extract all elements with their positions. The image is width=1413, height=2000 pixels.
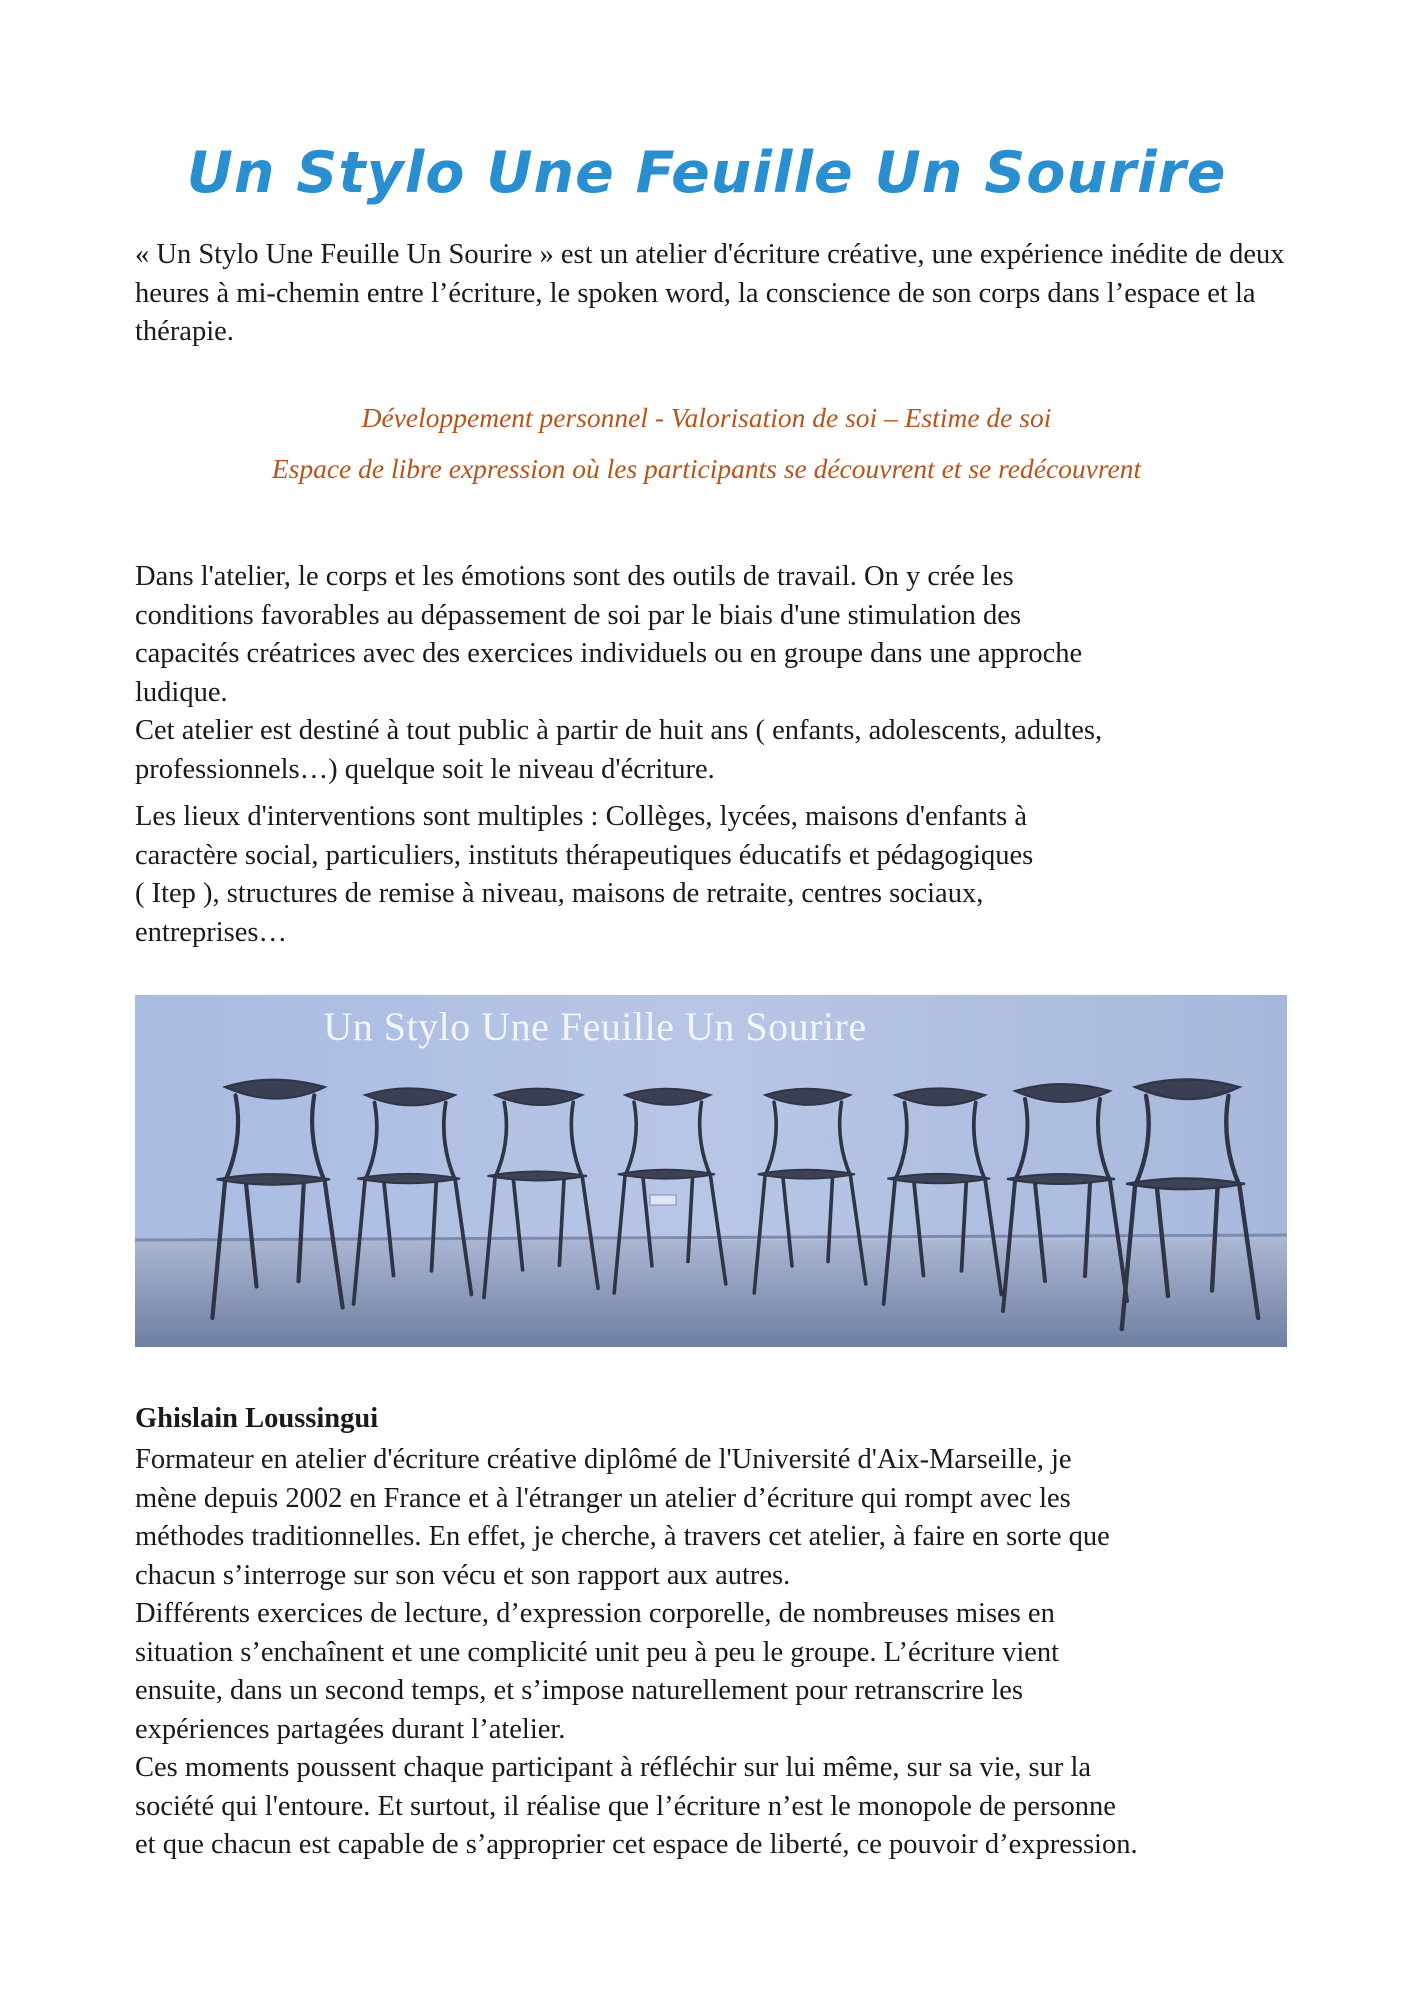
tagline-1: Développement personnel - Valorisation de soi – Estime de soi xyxy=(361,402,1052,433)
text-line: ludique. xyxy=(135,676,228,708)
author-bio xyxy=(135,1441,1300,1865)
text-line: mène depuis 2002 en France et à l'étranger un atelier d’écriture qui rompt avec les xyxy=(135,1482,1071,1514)
text-line: Dans l'atelier, le corps et les émotions sont des outils de travail. On y crée les xyxy=(135,561,1014,592)
text-line: situation s’enchaînent et une complicité unit peu à peu le groupe. L’écriture vient xyxy=(135,1636,1060,1668)
locations-paragraph xyxy=(135,798,1300,952)
document-title: Un Stylo Une Feuille Un Sourire xyxy=(186,140,1227,206)
text-line: et que chacun est capable de s’approprier cet espace de liberté, ce pouvoir d’expression. xyxy=(135,1829,1138,1860)
text-line: conditions favorables au dépassement de soi par le biais d'une stimulation des xyxy=(135,599,1022,631)
text-line: méthodes traditionnelles. En effet, je cherche, à travers cet atelier, à faire en sorte que xyxy=(135,1521,1110,1552)
text-line: Différents exercices de lecture, d’expression corporelle, de nombreuses mises en xyxy=(135,1598,1055,1629)
author-name: Ghislain Loussingui xyxy=(135,1403,379,1434)
text-line: capacités créatrices avec des exercices individuels ou en groupe dans une approche xyxy=(135,638,1083,669)
tagline-2: Espace de libre expression où les participants se découvrent et se redécouvrent xyxy=(271,453,1142,484)
text-line: Ces moments poussent chaque participant à réfléchir sur lui même, sur sa vie, sur la xyxy=(135,1752,1092,1783)
text-line: caractère social, particuliers, instituts thérapeutiques éducatifs et pédagogiques xyxy=(135,839,1034,871)
text-line: entreprises… xyxy=(135,916,287,948)
text-line: Les lieux d'interventions sont multiples : Collèges, lycées, maisons d'enfants à xyxy=(135,801,1028,832)
text-line: Formateur en atelier d'écriture créative diplômé de l'Université d'Aix-Marseille, je xyxy=(135,1444,1072,1475)
text-line: Cet atelier est destiné à tout public à partir de huit ans ( enfants, adolescents, adultes, xyxy=(135,715,1103,746)
text-line: société qui l'entoure. Et surtout, il réalise que l’écriture n’est le monopole de personne xyxy=(135,1790,1116,1822)
text-line: ensuite, dans un second temps, et s’impose naturellement pour retranscrire les xyxy=(135,1675,1023,1706)
intro-paragraph: « Un Stylo Une Feuille Un Sourire » est un atelier d'écriture créative, une expérience inédite de deux heures à mi-chemin entre l’écriture, le spoken word, la conscience de son corps dans l’espace et la thérapie. xyxy=(135,239,1285,347)
workshop-paragraph xyxy=(135,558,1300,789)
text-line: ( Itep ), structures de remise à niveau, maisons de retraite, centres sociaux, xyxy=(135,878,984,909)
text-line: professionnels…) quelque soit le niveau d'écriture. xyxy=(135,753,715,785)
text-line: chacun s’interroge sur son vécu et son rapport aux autres. xyxy=(135,1559,791,1591)
text-line: expériences partagées durant l’atelier. xyxy=(135,1713,566,1745)
photo-caption: Un Stylo Une Feuille Un Sourire xyxy=(323,1004,867,1049)
chairs-photo xyxy=(135,995,1287,1347)
